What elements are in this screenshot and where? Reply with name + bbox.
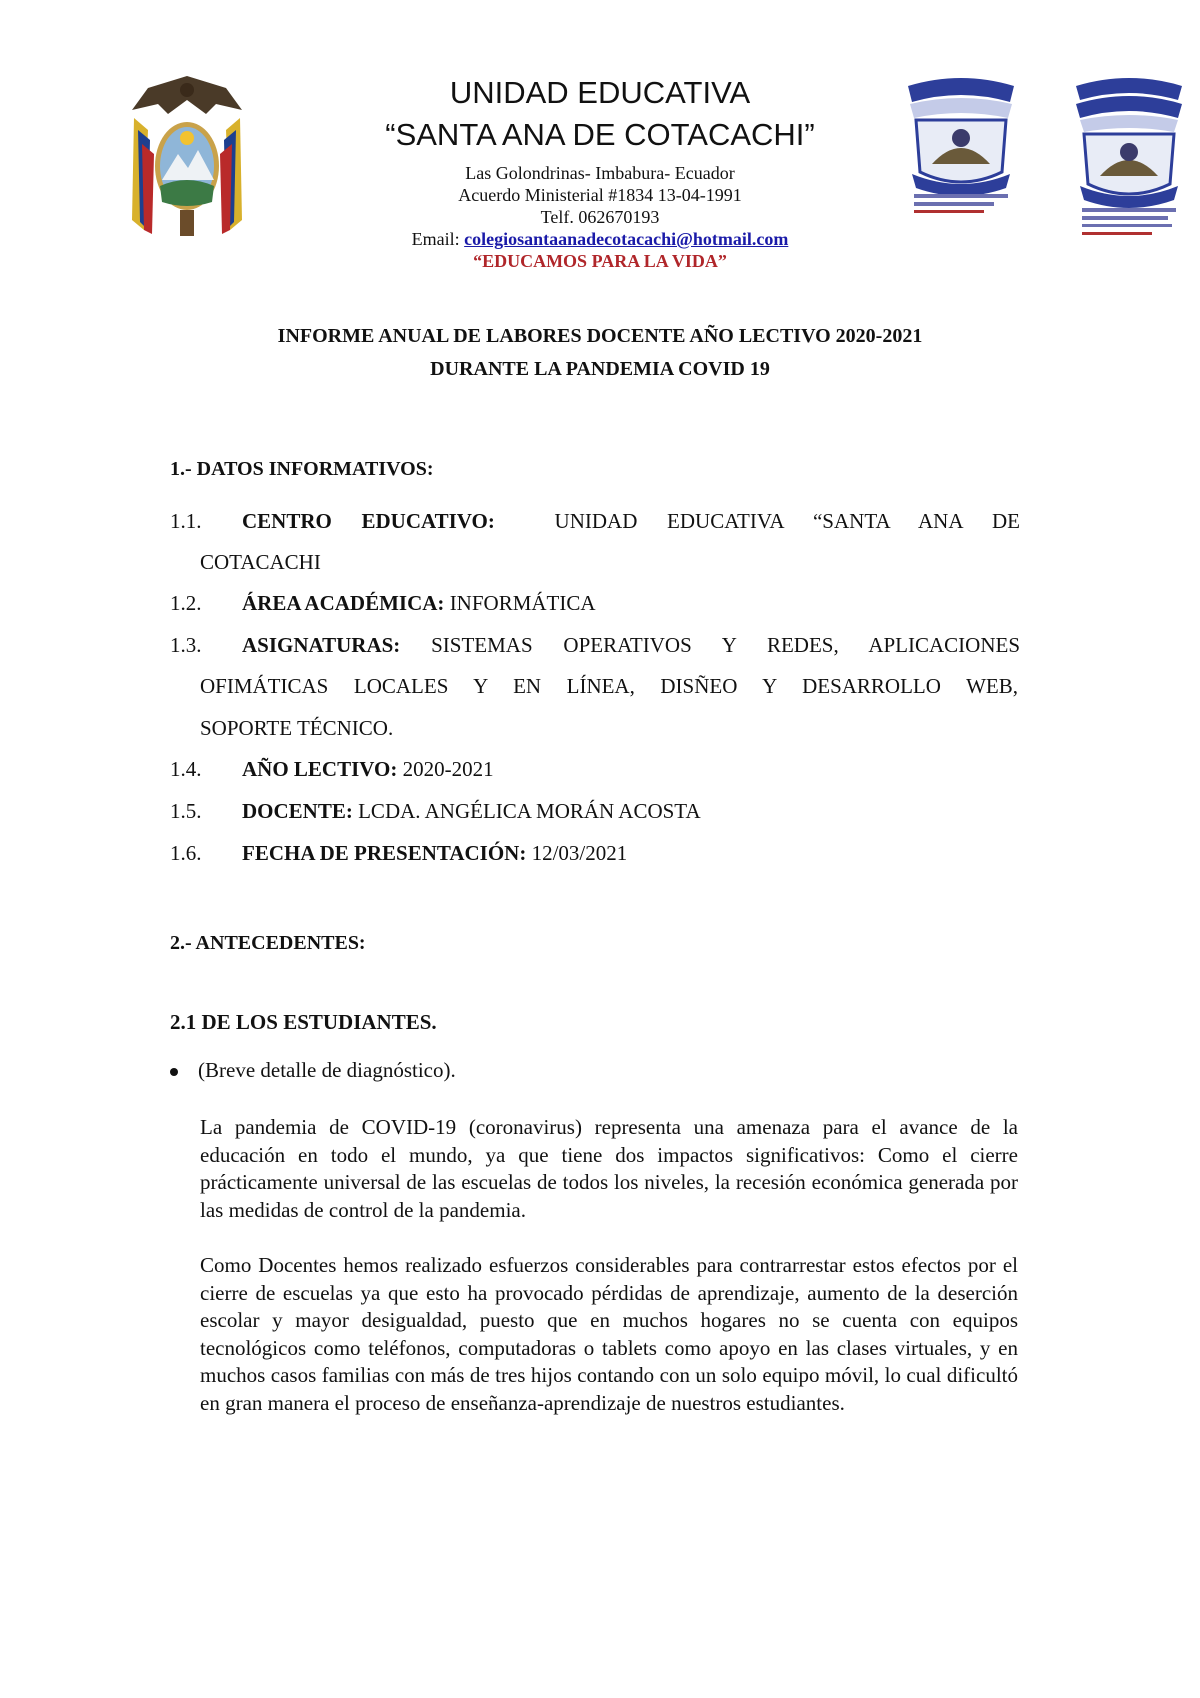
ecuador-coat-of-arms-icon [128,70,246,242]
institution-address: Las Golondrinas- Imbabura- Ecuador [465,163,735,183]
item-number: 1.5. [170,799,202,823]
item-label: FECHA DE PRESENTACIÓN: [242,841,527,865]
item-label: AÑO LECTIVO: [242,757,398,781]
item-label: ASIGNATURAS: [242,633,401,657]
item-value: 12/03/2021 [531,841,628,865]
report-title-line2: DURANTE LA PANDEMIA COVID 19 [430,358,770,380]
item-label: CENTRO EDUCATIVO: [242,509,495,533]
item-value: LCDA. ANGÉLICA MORÁN ACOSTA [358,799,701,823]
list-item [170,624,1020,666]
list-item [170,832,1020,874]
item-number: 1.1. [170,509,202,533]
bullet-text: (Breve detalle de diagnóstico). [198,1058,456,1082]
institution-motto: “EDUCAMOS PARA LA VIDA” [473,251,727,271]
report-title [150,320,1050,386]
item-value: 2020-2021 [402,757,494,781]
section-heading-datos: 1.- DATOS INFORMATIVOS: [170,458,434,480]
list-item [170,748,1020,790]
institution-phone: Telf. 062670193 [540,207,660,227]
item-value-continued: SOPORTE TÉCNICO. [200,716,394,740]
school-emblem-icon-2 [1070,72,1188,244]
item-label: ÁREA ACADÉMICA: [242,591,445,615]
institution-header [360,72,840,272]
school-emblem-icon [902,72,1020,222]
paragraph: La pandemia de COVID-19 (coronavirus) representa una amenaza para el avance de la educación en todo el mundo, ya que tiene dos impactos significativos: Como el cierre prácticamente universal de las escuelas de todos los niveles, la recesión económica generada por las medidas de control de la pandemia. [200,1115,1018,1222]
institution-name: UNIDAD EDUCATIVA [449,75,751,110]
item-label: DOCENTE: [242,799,353,823]
item-number: 1.3. [170,633,202,657]
item-value: INFORMÁTICA [449,591,596,615]
item-value: UNIDAD EDUCATIVA “SANTA ANA DE [554,509,1020,533]
email-label: Email: [411,229,460,249]
email-link[interactable]: colegiosantaanadecotacachi@hotmail.com [464,229,789,249]
section-heading-antecedentes: 2.- ANTECEDENTES: [170,932,366,954]
paragraph: Como Docentes hemos realizado esfuerzos considerables para contrarrestar estos efectos por el cierre de escuelas ya que esto ha provocado pérdidas de aprendizaje, aumento de la deserción escolar y mayor desigualdad, puesto que en muchos hogares no se cuenta con equipos tecnológicos como teléfonos, computadoras o tablets como apoyo en las clases virtuales, y en muchos casos familias con más de tres hijos contando con un solo equipo móvil, lo cual dificultó en gran manera el proceso de enseñanza-aprendizaje de nuestros estudiantes. [200,1253,1018,1415]
item-number: 1.4. [170,757,202,781]
item-value: SISTEMAS OPERATIVOS Y REDES, APLICACIONES [431,633,1020,657]
item-number: 1.2. [170,591,202,615]
ministerial-agreement: Acuerdo Ministerial #1834 13-04-1991 [458,185,742,205]
list-item [170,790,1020,832]
item-value-continued: OFIMÁTICAS LOCALES Y EN LÍNEA, DISÑEO Y DESARROLLO WEB, [200,674,1018,698]
item-number: 1.6. [170,841,202,865]
report-title-line1: INFORME ANUAL DE LABORES DOCENTE AÑO LECTIVO 2020-2021 [277,325,923,347]
subsection-heading-estudiantes: 2.1 DE LOS ESTUDIANTES. [170,1010,437,1034]
list-item [170,582,1020,624]
list-item [170,500,1020,542]
item-value-continued: COTACACHI [200,550,321,574]
bullet-dot-icon [170,1068,178,1076]
bullet-item [170,1058,456,1083]
institution-email-row [360,228,840,250]
institution-subname: “SANTA ANA DE COTACACHI” [385,117,815,152]
